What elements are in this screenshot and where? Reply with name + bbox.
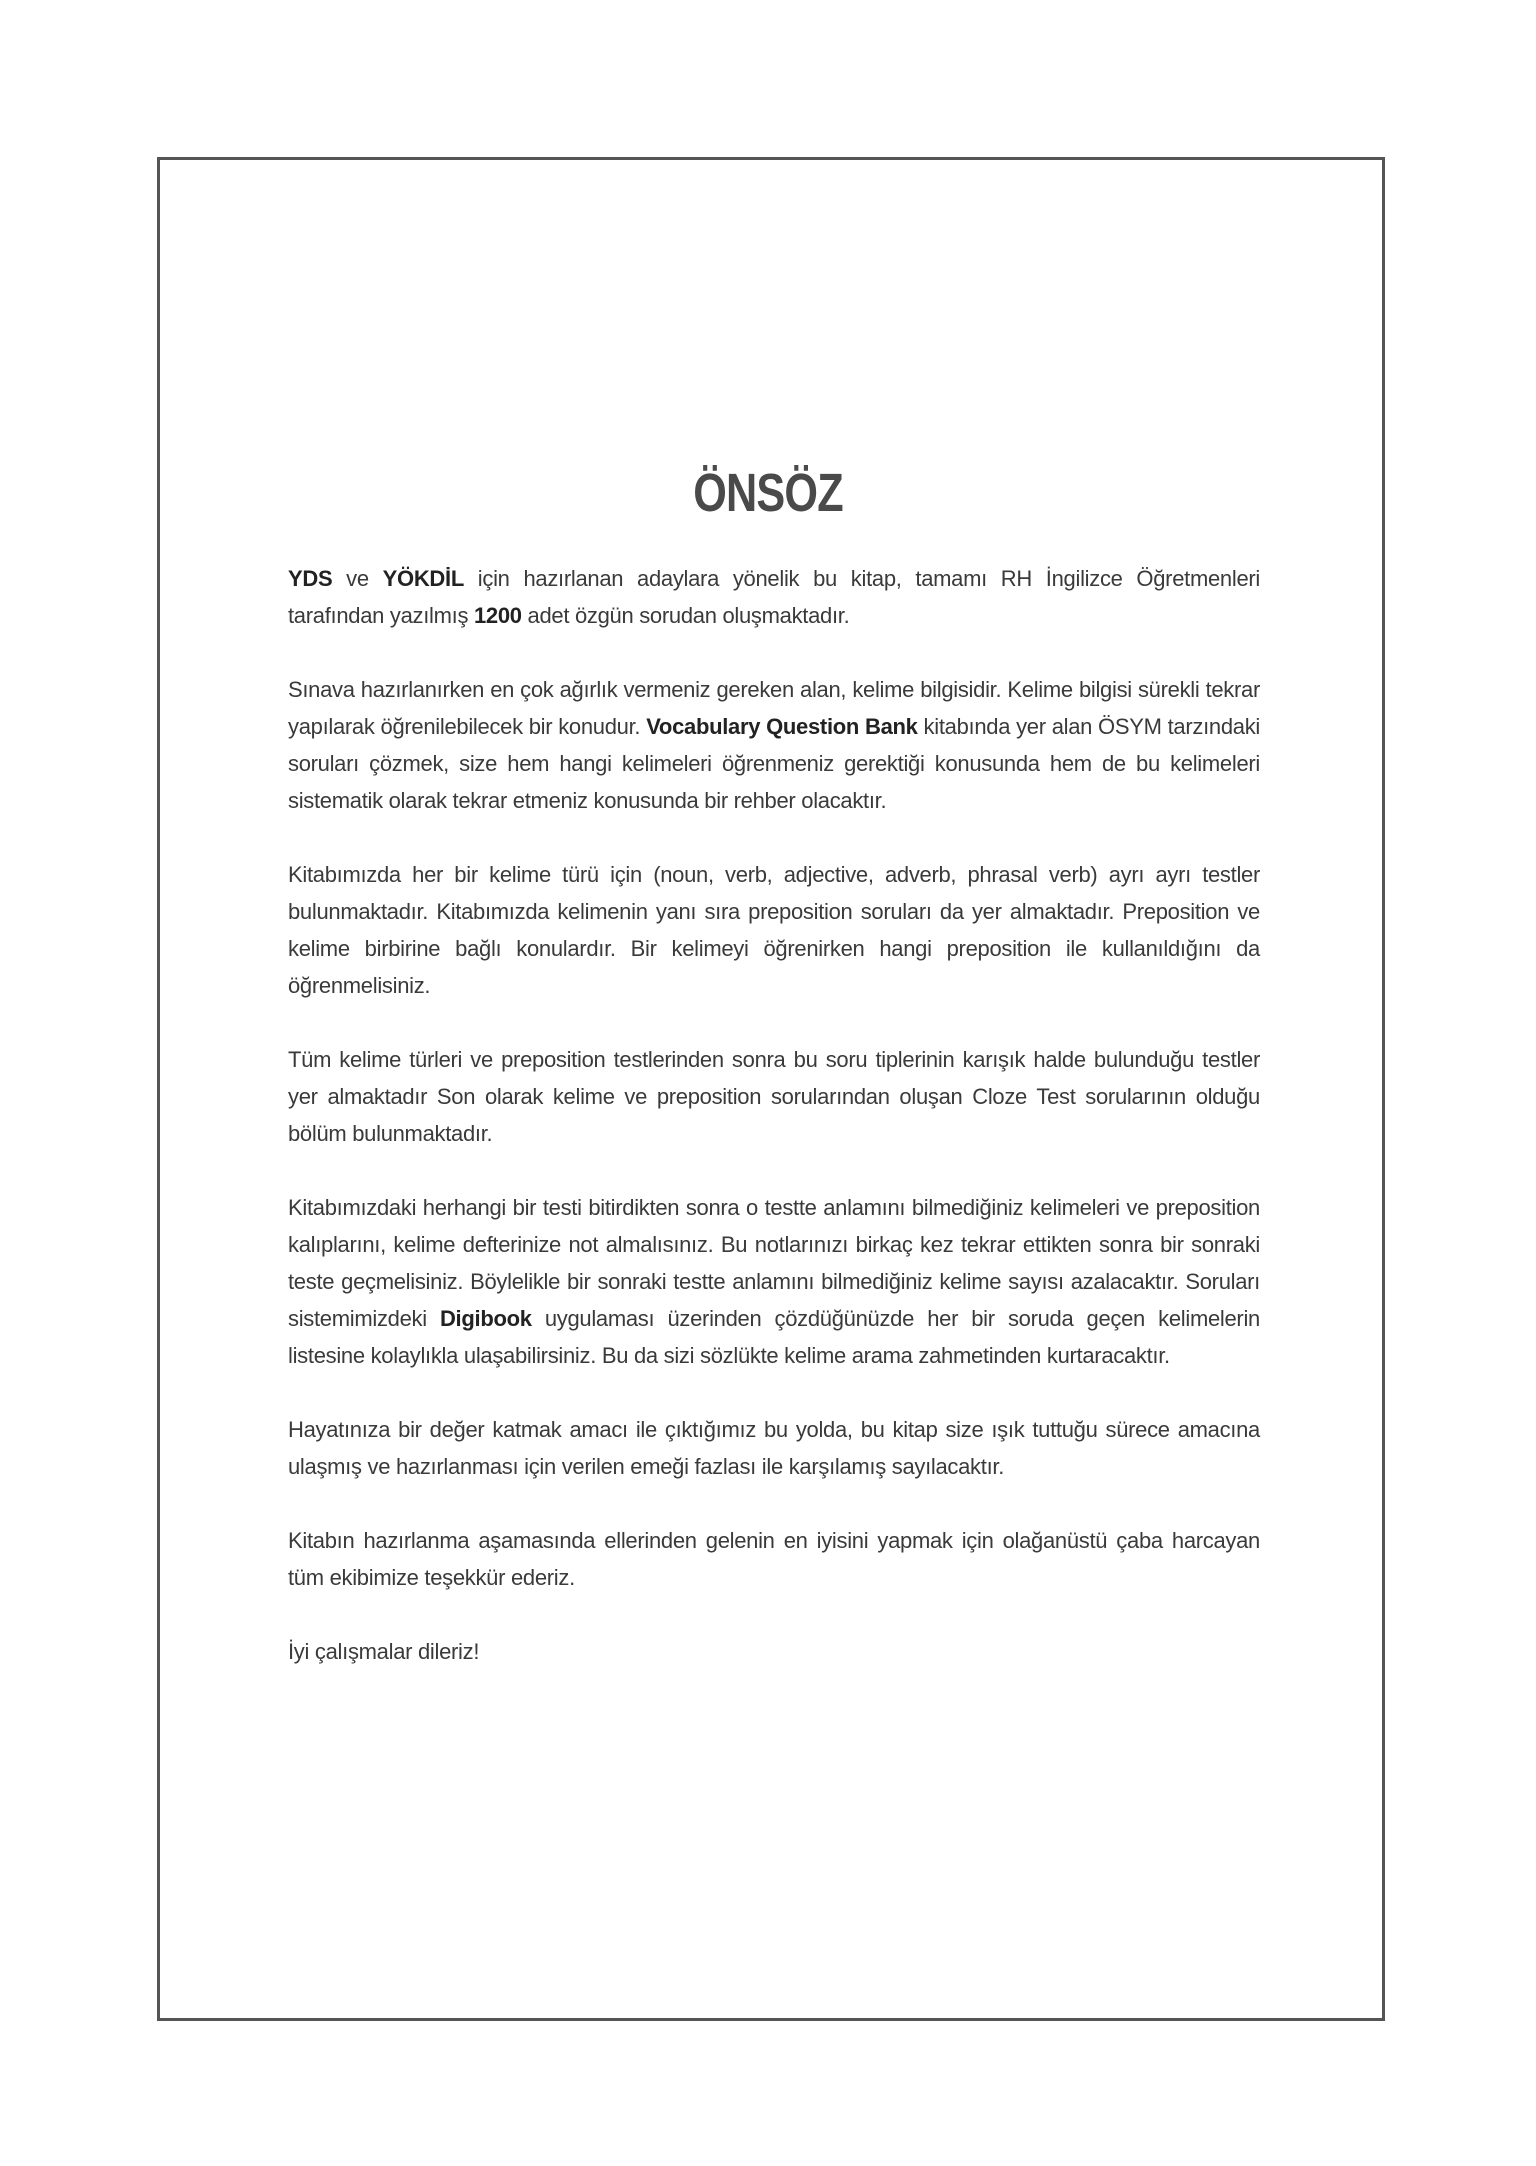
text: Kitabımızdaki herhangi bir testi bitirdikten sonra o testte anlamını bilmediğiniz kelimeleri ve preposition kalıplarını, kelime defterinize not almalısınız. Bu notlarınızı birkaç kez tekrar ettikten sonra bir sonraki teste geçmelisiniz. Böylelikle bir sonraki testte anlamını bilmediğiniz kelime sayısı azalacaktır. Soruları sistemimizdeki: [288, 1195, 1260, 1331]
paragraph-goal: [288, 1411, 1260, 1485]
text: için hazırlanan adaylara yönelik bu kitap, tamamı RH İngilizce Öğretmenleri tarafından yazılmış: [288, 566, 1260, 628]
paragraph-closing: [288, 1633, 1260, 1670]
text: Sınava hazırlanırken en çok ağırlık vermeniz gereken alan, kelime bilgisidir. Kelime bilgisi sürekli tekrar yapılarak öğrenilebilecek bir konudur.: [288, 677, 1260, 739]
bold-yds: YDS: [288, 566, 333, 591]
bold-book-name: Vocabulary Question Bank: [646, 714, 918, 739]
bold-digibook: Digibook: [439, 1306, 532, 1331]
text: uygulaması üzerinden çözdüğünüzde her bir soruda geçen kelimelerin listesine kolaylıkla ulaşabilirsiniz. Bu da sizi sözlükte kelime arama zahmetinden kurtaracaktır.: [288, 1306, 1260, 1368]
text: İyi çalışmalar dileriz!: [288, 1639, 480, 1664]
paragraph-mixed-tests: [288, 1041, 1260, 1152]
text: ve: [332, 566, 383, 591]
paragraph-intro: [288, 560, 1260, 634]
preface-body: [288, 560, 1260, 1707]
text: adet özgün sorudan oluşmaktadır.: [521, 603, 850, 628]
text: Kitabımızda her bir kelime türü için (noun, verb, adjective, adverb, phrasal verb) ayrı ayrı testler bulunmaktadır. Kitabımızda kelimenin yanı sıra preposition soruları da yer almaktadır. Preposition ve kelime birbirine bağlı konulardır. Bir kelimeyi öğrenirken hangi preposition ile kullanıldığını da öğrenmelisiniz.: [288, 862, 1260, 998]
bold-count: 1200: [473, 603, 522, 628]
paragraph-vocabulary: [288, 671, 1260, 819]
text: Tüm kelime türleri ve preposition testlerinden sonra bu soru tiplerinin karışık halde bulunduğu testler yer almaktadır Son olarak kelime ve preposition sorularından oluşan Cloze Test sorularının olduğu bölüm bulunmaktadır.: [288, 1047, 1260, 1146]
paragraph-study-method: [288, 1189, 1260, 1374]
bold-yokdil: YÖKDİL: [382, 566, 464, 591]
paragraph-word-types: [288, 856, 1260, 1004]
text: Kitabın hazırlanma aşamasında ellerinden gelenin en iyisini yapmak için olağanüstü çaba harcayan tüm ekibimize teşekkür ederiz.: [288, 1528, 1260, 1590]
paragraph-thanks: [288, 1522, 1260, 1596]
text: kitabında yer alan ÖSYM tarzındaki soruları çözmek, size hem hangi kelimeleri öğrenmeniz gerektiği konusunda hem de bu kelimeleri sistematik olarak tekrar etmeniz konusunda bir rehber olacaktır.: [288, 714, 1260, 813]
page-title: ÖNSÖZ: [693, 463, 843, 523]
text: Hayatınıza bir değer katmak amacı ile çıktığımız bu yolda, bu kitap size ışık tuttuğu sürece amacına ulaşmış ve hazırlanması için verilen emeği fazlası ile karşılamış sayılacaktır.: [288, 1417, 1260, 1479]
